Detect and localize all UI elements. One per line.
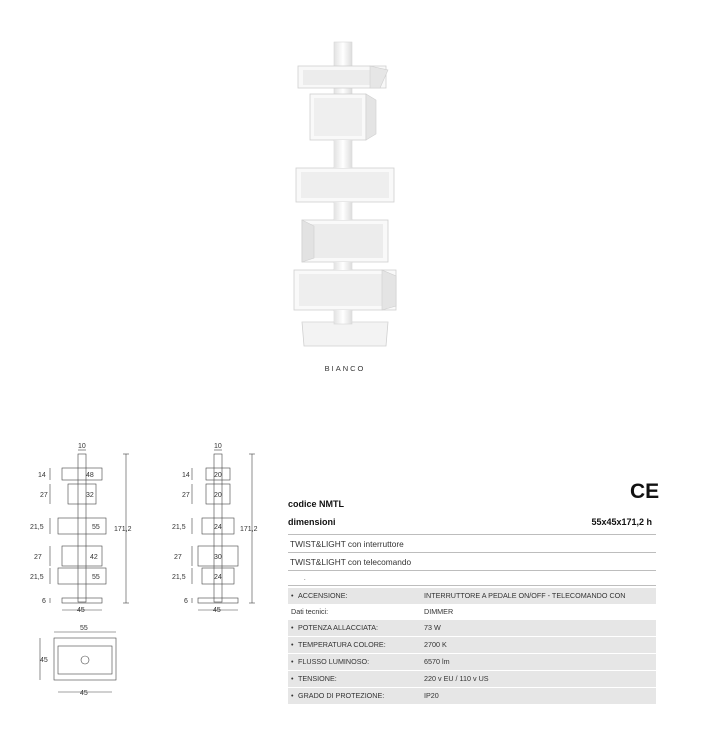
shelf-4: [302, 220, 388, 262]
side-base-width: 45: [213, 607, 221, 614]
front-shelf-height-3: 21,5: [30, 524, 44, 531]
side-shelf-depth-2: 20: [214, 492, 222, 499]
shelf-5: [294, 270, 396, 310]
front-shelf-height-5: 21,5: [30, 574, 44, 581]
top-width: 55: [80, 625, 88, 632]
side-shelf-depth-4: 30: [214, 554, 222, 561]
shelf-1: [298, 66, 388, 88]
spec-label-4: TENSIONE:: [298, 674, 337, 683]
bullet-icon: •: [291, 674, 294, 683]
spec-value-5: IP20: [424, 691, 439, 700]
dimensions-label: dimensioni: [288, 517, 336, 527]
front-shelf-height-2: 27: [40, 492, 48, 499]
spec-row-1: [288, 620, 656, 636]
ce-mark: CE: [630, 480, 660, 503]
top-width-bottom: 45: [80, 690, 88, 697]
front-shelf-width-4: 42: [90, 554, 98, 561]
spec-row-3: [288, 654, 656, 670]
dimensions-value: 55x45x171,2 h: [591, 517, 652, 527]
side-total-height: 171,2: [240, 526, 258, 533]
product-photo: [270, 30, 420, 360]
side-shelf-height-4: 27: [174, 554, 182, 561]
spec-value-1: 73 W: [424, 623, 441, 632]
front-shelf-width-1: 48: [86, 472, 94, 479]
separator-row: .: [288, 570, 656, 586]
side-shelf-depth-1: 20: [214, 472, 222, 479]
side-shelf-depth-5: 24: [214, 574, 222, 581]
front-base-width: 45: [77, 607, 85, 614]
front-shelf-width-2: 32: [86, 492, 94, 499]
side-shelf-height-1: 14: [182, 472, 190, 479]
code-row: [288, 496, 656, 512]
accensione-value: INTERRUTTORE A PEDALE ON/OFF - TELECOMANDO CON DIMMER: [424, 591, 626, 616]
side-pole-width: 10: [214, 443, 222, 450]
side-shelf-height-5: 21,5: [172, 574, 186, 581]
spec-value-3: 6570 lm: [424, 657, 450, 666]
spec-row-2: [288, 637, 656, 653]
top-depth: 45: [40, 657, 48, 664]
side-technical-drawing: [170, 440, 280, 620]
code-label: codice NMTL: [288, 499, 345, 509]
side-shelf-height-2: 27: [182, 492, 190, 499]
front-base-height: 6: [42, 598, 46, 605]
spec-label-5: GRADO DI PROTEZIONE:: [298, 691, 385, 700]
front-shelf-width-5: 55: [92, 574, 100, 581]
front-pole-width: 10: [78, 443, 86, 450]
spec-value-4: 220 v EU / 110 v US: [424, 674, 489, 683]
spec-label-3: FLUSSO LUMINOSO:: [298, 657, 370, 666]
variant-row-1: TWIST&LIGHT con interruttore: [288, 534, 656, 552]
front-total-height: 171,2: [114, 526, 132, 533]
side-shelf-height-3: 21,5: [172, 524, 186, 531]
front-shelf-height-1: 14: [38, 472, 46, 479]
spec-value-2: 2700 K: [424, 640, 447, 649]
bullet-icon: •: [291, 623, 294, 632]
variant-row-2: TWIST&LIGHT con telecomando: [288, 552, 656, 570]
side-base-height: 6: [184, 598, 188, 605]
shelf-3: [296, 168, 394, 202]
bullet-icon: •: [291, 691, 294, 700]
spec-row-4: [288, 671, 656, 687]
bullet-icon: •: [291, 591, 294, 600]
spec-panel: [288, 480, 660, 704]
spec-row-5: [288, 688, 656, 704]
accensione-label: ACCENSIONE:: [298, 591, 348, 600]
front-shelf-height-4: 27: [34, 554, 42, 561]
shelf-2: [310, 94, 376, 140]
top-view-drawing: [30, 622, 140, 702]
front-shelf-width-3: 55: [92, 524, 100, 531]
bullet-icon: •: [291, 657, 294, 666]
bullet-icon: •: [291, 640, 294, 649]
spec-label-1: POTENZA ALLACCIATA:: [298, 623, 379, 632]
dimensions-row: [288, 514, 656, 530]
front-technical-drawing: [30, 440, 140, 620]
dati-tecnici-row: Dati tecnici:: [291, 607, 329, 616]
spec-label-2: TEMPERATURA COLORE:: [298, 640, 386, 649]
side-shelf-depth-3: 24: [214, 524, 222, 531]
color-label: BIANCO: [324, 364, 366, 373]
